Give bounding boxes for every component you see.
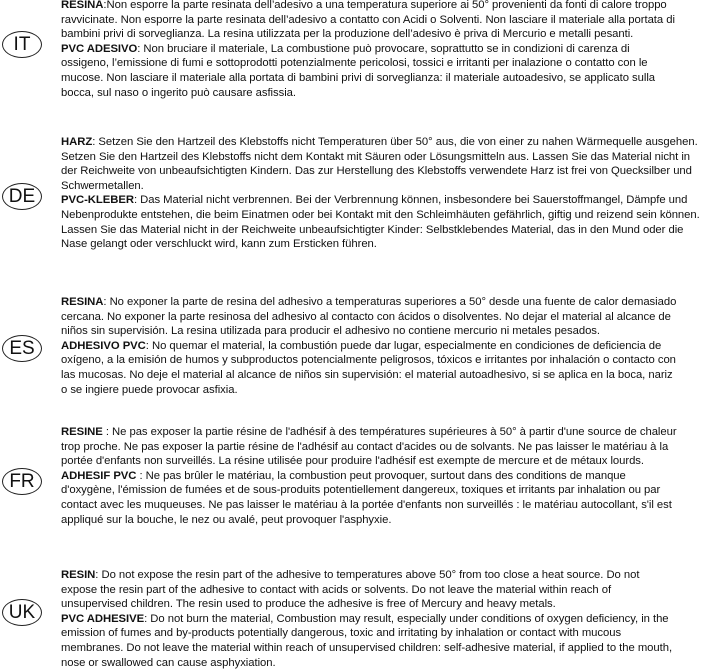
language-badge-uk: UK — [2, 599, 42, 626]
warning-text-uk: RESIN: Do not expose the resin part of the adhesive to temperatures above 50° from too close a heat source. Do not expose the resin part of the adhesive to contact with acids or solvents. Do not leave the material within reach of unsupervised children. The resin used to produce the adhesive is free of Mercury and heavy metals. PVC ADHESIVE: Do not burn the material, Combustion may result, especially under conditions of oxygen deficiency, in the emission of fumes and by-products potentially dangerous, toxic and irritating by inhalation or contact with mucous membranes. Do not leave the material within reach of unsupervised children: self-adhesive material, if applied to the mouth, nose or swallowed can cause asphyxiation. — [61, 569, 673, 669]
language-badge-fr: FR — [2, 468, 42, 495]
language-badge-de: DE — [2, 183, 42, 210]
language-badge-it: IT — [2, 31, 42, 58]
warning-text-fr: RESINE : Ne pas exposer la partie résine de l'adhésif à des températures supérieures à 50° à partir d'une source de chaleur trop proche. Ne pas exposer la partie résine de l'adhésif au contact d'acides ou de solvants. Ne pas laisser le matériau à la portée d'enfants non surveillés. La résine utilisée pour produire l'adhésif est exempte de mercure et de métaux lourds. ADHESIF PVC : Ne pas brûler le matériau, la combustion peut provoquer, surtout dans des conditions de manque d'oxygène, l'émission de fumées et de sous-produits potentiellement dangereux, toxiques et irritants par inhalation ou par contact avec les muqueuses. Ne pas laisser le matériau à la portée d'enfants non surveillés : le matériau autocollant, s'il est appliqué sur la bouche, le nez ou avalé, peut provoquer l'asphyxie. — [61, 426, 677, 526]
warning-text-es: RESINA: No exponer la parte de resina del adhesivo a temperaturas superiores a 50° desde una fuente de calor demasiado cercana. No exponer la parte resinosa del adhesivo al contacto con ácidos o disolventes. No dejar el material al alcance de niños sin supervisión. La resina utilizada para producir el adhesivo no contiene mercurio ni metales pesados. ADHESIVO PVC: No quemar el material, la combustión puede dar lugar, especialmente en condiciones de deficiencia de oxígeno, a la emisión de humos y subproductos potencialmente peligrosos, tóxicos e irritantes por inhalación o contacto con las mucosas. No deje el material al alcance de niños sin supervisión: el material autoadhesivo, si se aplica en la boca, nariz o se ingiere puede provocar asfixia. — [61, 296, 677, 396]
warning-text-it: RESINA:Non esporre la parte resinata dell’adesivo a una temperatura superiore ai 50° provenienti da fonti di calore troppo ravvicinate. Non esporre la parte resinata dell’adesivo a contatto con Acidi o Solventi. Non lasciare il materiale alla portata di bambini privi di sorveglianza. La resina utilizzata per la produzione dell’adesivo è priva di Mercurio e metalli pesanti. PVC ADESIVO: Non bruciare il materiale, La combustione può provocare, soprattutto se in condizioni di carenza di ossigeno, l’emissione di fumi e sottoprodotti potenzialmente pericolosi, tossici e irritanti per inalazione o contatto con le mucose. Non lasciare il materiale alla portata di bambini privi di sorveglianza: il materiale autoadesivo, se applicato sulla bocca, sul naso o ingerito può causare asfissia. — [61, 0, 675, 99]
language-badge-es: ES — [2, 335, 42, 362]
warning-text-de: HARZ: Setzen Sie den Hartzeil des Klebstoffs nicht Temperaturen über 50° aus, die von einer zu nahen Wärmequelle ausgehen. Setzen Sie den Hartzeil des Klebstoffs nicht dem Kontakt mit Säuren oder Lösungsmitteln aus. Lassen Sie das Material nicht in der Reichweite von unbeaufsichtigten Kindern. Das zur Herstellung des Klebstoffs verwendete Harz ist frei von Quecksilber und Schwermetallen. PVC-KLEBER: Das Material nicht verbrennen. Bei der Verbrennung können, insbesondere bei Sauerstoffmangel, Dämpfe und Nebenprodukte entstehen, die beim Einatmen oder bei Kontakt mit den Schleimhäuten gefährlich, giftig und reizend sein können. Lassen Sie das Material nicht in der Reichweite unbeaufsichtigter Kinder: Selbstklebendes Material, das in den Mund oder die Nase gelangt oder verschluckt wird, kann zum Ersticken führen. — [61, 136, 700, 251]
